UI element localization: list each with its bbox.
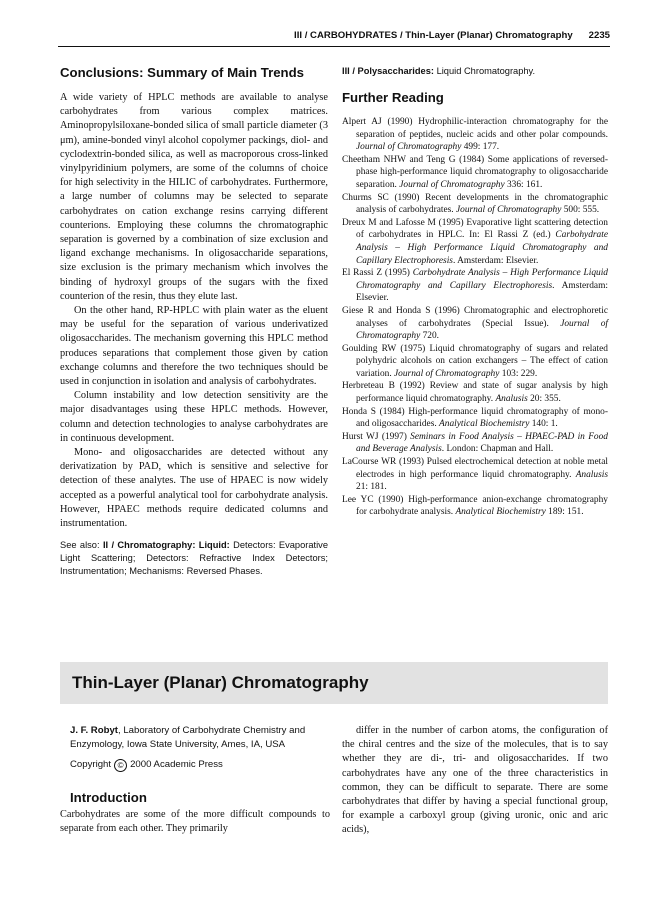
conclusions-paragraph-4: Mono- and oligosaccharides are detected without any derivatization by PAD, which is sensitive and selective for detection of these analytes. The use of HPAEC is now widely accepted as a powerful analytical tool for carbohydrate analysis. However, HPAEC methods require dedicated columns and instrumentation.	[60, 447, 328, 530]
see-also-label: See also:	[60, 540, 100, 551]
see-also-link-1[interactable]: II / Chromatography: Liquid:	[102, 540, 230, 551]
article-byline	[70, 724, 332, 816]
introduction-paragraph-left: Carbohydrates are some of the more difficult compounds to separate from each other. They primarily	[60, 809, 330, 835]
author-line	[70, 724, 332, 752]
conclusions-heading: Conclusions: Summary of Main Trends	[60, 65, 305, 80]
left-column	[60, 65, 328, 578]
conclusions-paragraph-3: Column instability and low detection sensitivity are the major disadvantages using these HPLC methods. However, column and detection technologies to analyse carbohydrates are in continuous development.	[60, 390, 328, 444]
conclusions-paragraph-1: A wide variety of HPLC methods are available to analyse carbohydrates from various complex matrices. Aminopropylsiloxane-bonded silica of small particle diameter (3 μm), amine-bonded vinyl alcohol copolymer packings, diol- and cyclodextrin-bonded silica, as well as macroporous cross-linked vinylpyridinium polymers, are some of the columns of choice for high selectivity in the HILIC of carbohydrates. Furthermore, a large number of columns may be selected to separate carbohydrates on cation exchange resins carrying different counterions. Employing these columns the chromatographic separation is governed by a combination of size exclusion and ligand exchange mechanisms. In oligosaccharide separations, size exclusion is the primary mechanism which involves the binding of hydroxyl groups of the sugars with the fixed counterion of the resin, thus they elute last.	[60, 92, 328, 302]
running-header	[0, 30, 610, 41]
copyright-line: Copyright © 2000 Academic Press	[70, 759, 223, 770]
reference-item: Herbreteau B (1992) Review and state of sugar analysis by high performance liquid chromatography. Analusis 20: 355.	[342, 381, 608, 405]
running-title: III / CARBOHYDRATES / Thin-Layer (Planar) Chromatography	[294, 30, 573, 41]
reference-item: Churms SC (1990) Recent developments in the chromatographic analysis of carbohydrates. Journal of Chromatography 500: 555.	[342, 192, 608, 216]
author-name: J. F. Robyt	[70, 725, 118, 736]
introduction-paragraph-right: differ in the number of carbon atoms, the configuration of the chiral centres and the size of the molecules, that is to say whether they are di-, tri- and oligosaccharides. If two carbohydrates have any one of the three characteristics in common, they can be difficult to separate. There are some carbohydrates that differ by having a special functional group, for example a carboxyl group (giving uronic, onic and aric acids),	[342, 725, 608, 836]
reference-item: Lee YC (1990) High-performance anion-exchange chromatography for carbohydrate analysis. Analytical Biochemistry 189: 151.	[342, 494, 608, 518]
reference-item: Goulding RW (1975) Liquid chromatography of sugars and related polyhydric alcohols on cation exchangers – The effect of cation variation. Journal of Chromatography 103: 229.	[342, 343, 608, 379]
see-also-continued	[342, 65, 608, 78]
reference-item: Giese R and Honda S (1996) Chromatographic and electrophoretic analyses of carbohydrates (Special Issue). Journal of Chromatography 720.	[342, 305, 608, 342]
reference-item: El Rassi Z (1995) Carbohydrate Analysis – High Performance Liquid Chromatography and Capillary Electrophoresis. Amsterdam: Elsevier.	[342, 268, 608, 304]
see-also	[60, 539, 328, 578]
see-also-text-2: Liquid Chromatography.	[433, 66, 536, 76]
right-column	[342, 65, 608, 519]
see-also-link-2[interactable]: III / Polysaccharides:	[342, 66, 434, 76]
reference-item: Dreux M and Lafosse M (1995) Evaporative light scattering detection of carbohydrates in HPLC. In: El Rassi Z (ed.) Carbohydrate Analysis – High Performance Liquid Chromatography and Capillary Electrophoresis. Amsterdam: Elsevier.	[342, 217, 608, 266]
reference-item: Honda S (1984) High-performance liquid chromatography of mono- and oligosaccharides. Analytical Biochemistry 140: 1.	[342, 406, 608, 430]
author-affiliation: , Laboratory of Carbohydrate Chemistry and Enzymology, Iowa State University, Ames, IA, USA	[70, 725, 306, 750]
header-rule	[58, 46, 610, 47]
see-also-text-1: Detectors: Evaporative Light Scattering; Detectors: Refractive Index Detectors; Instrumentation; Mechanisms: Reversed Phases.	[60, 540, 328, 577]
reference-item: LaCourse WR (1993) Pulsed electrochemical detection at noble metal electrodes in high performance liquid chromatography. Analusis 21: 181.	[342, 457, 608, 493]
further-reading-heading: Further Reading	[342, 90, 444, 105]
copyright-icon: ©	[114, 759, 127, 772]
conclusions-paragraph-2: On the other hand, RP-HPLC with plain water as the eluent may be useful for the separation of various underivatized oligosaccharides. The mechanism governing this HPLC method produces separations that complement those given by cation exchange columns and therefore the two techniques should be used in conjunction in isolation and analysis of carbohydrates.	[60, 305, 328, 388]
page-number: 2235	[588, 30, 610, 41]
article-title-banner	[60, 662, 608, 704]
reference-item: Hurst WJ (1997) Seminars in Food Analysis – HPAEC-PAD in Food and Beverage Analysis. London: Chapman and Hall.	[342, 431, 608, 455]
article-title: Thin-Layer (Planar) Chromatography	[72, 673, 369, 692]
reference-item: Alpert AJ (1990) Hydrophilic-interaction chromatography for the separation of peptides, nucleic acids and other polar compounds. Journal of Chromatography 499: 177.	[342, 117, 608, 153]
reference-item: Cheetham NHW and Teng G (1984) Some applications of reversed-phase high-performance liquid chromatography to oligosaccharide separation. Journal of Chromatography 336: 161.	[342, 154, 608, 190]
introduction-heading: Introduction	[70, 790, 147, 805]
reference-list	[342, 116, 608, 519]
